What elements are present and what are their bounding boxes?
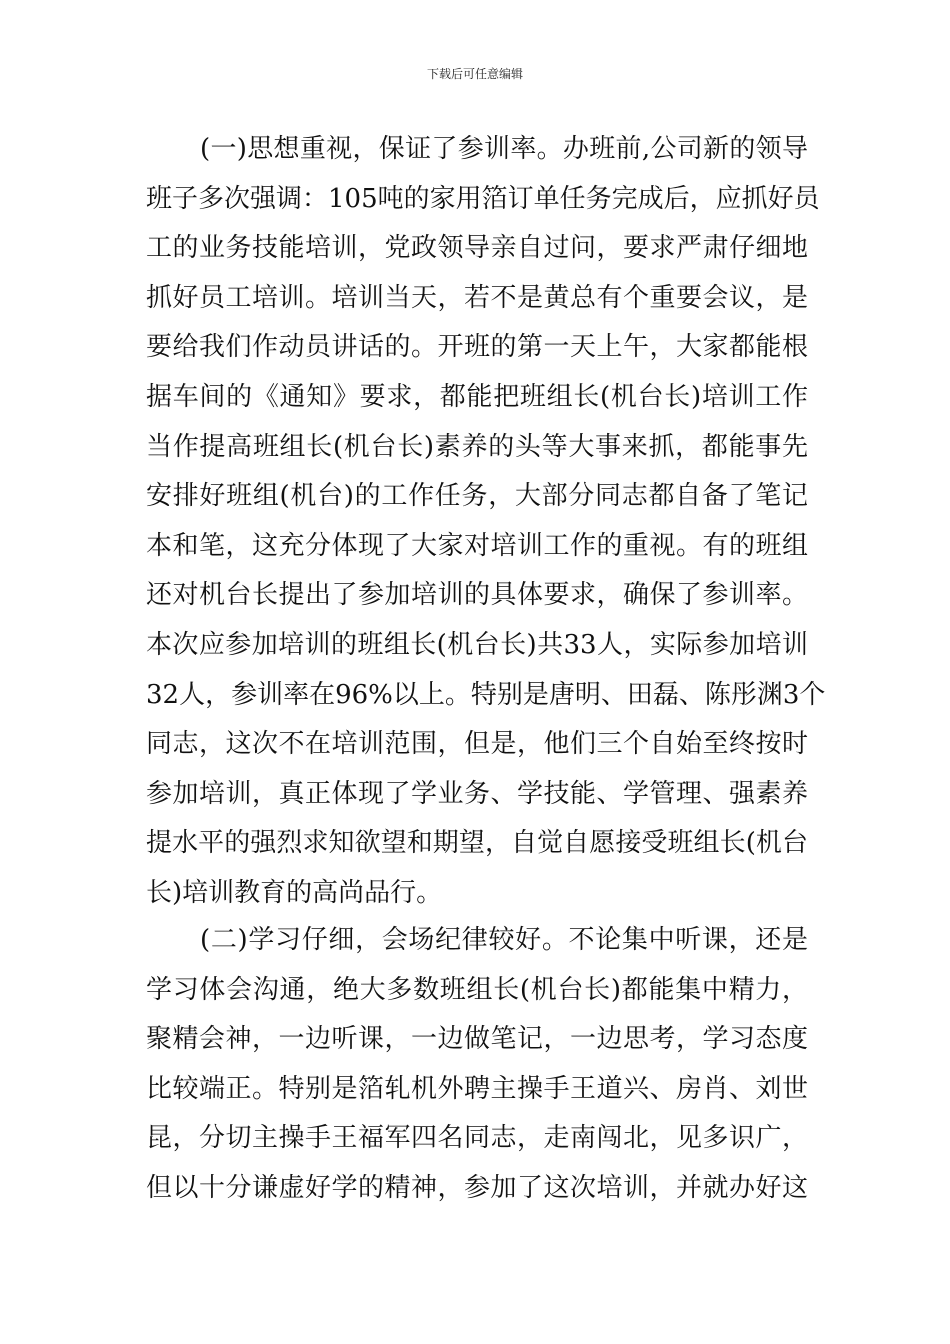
text-line: 同志，这次不在培训范围，但是，他们三个自始至终按时 — [146, 729, 808, 760]
text-line: 本和笔，这充分体现了大家对培训工作的重视。有的班组 — [146, 530, 808, 561]
text-line: (一)思想重视，保证了参训率。办班前,公司新的领导 — [200, 134, 808, 164]
text-line: 昆，分切主操手王福军四名同志，走南闯北，见多识广， — [146, 1123, 808, 1154]
text-line: 比较端正。特别是箔轧机外聘主操手王道兴、房肖、刘世 — [146, 1073, 808, 1104]
page-header: 下载后可任意编辑 — [426, 67, 523, 81]
text-line: 抓好员工培训。培训当天，若不是黄总有个重要会议，是 — [146, 282, 808, 313]
text-line: 参加培训，真正体现了学业务、学技能、学管理、强素养 — [146, 778, 808, 809]
text-line: 本次应参加培训的班组长(机台长)共33人，实际参加培训 — [146, 629, 808, 660]
text-line: (二)学习仔细，会场纪律较好。不论集中听课，还是 — [200, 925, 808, 955]
paragraph-2 — [146, 916, 808, 1214]
text-line: 但以十分谦虚好学的精神，参加了这次培训，并就办好这 — [146, 1172, 808, 1203]
text-line: 聚精会神，一边听课，一边做笔记，一边思考，学习态度 — [146, 1024, 808, 1055]
text-line: 还对机台长提出了参加培训的具体要求，确保了参训率。 — [146, 580, 808, 611]
text-line: 32人，参训率在96%以上。特别是唐明、田磊、陈彤渊3个 — [146, 679, 826, 710]
text-line: 班子多次强调：105吨的家用箔订单任务完成后，应抓好员 — [146, 183, 820, 214]
text-line: 工的业务技能培训，党政领导亲自过问，要求严肃仔细地 — [146, 233, 808, 264]
text-line: 要给我们作动员讲话的。开班的第一天上午，大家都能根 — [146, 332, 808, 363]
text-line: 安排好班组(机台)的工作任务，大部分同志都自备了笔记 — [146, 481, 808, 512]
paragraph-1 — [146, 125, 826, 919]
text-line: 长)培训教育的高尚品行。 — [146, 877, 443, 908]
text-line: 提水平的强烈求知欲望和期望，自觉自愿接受班组长(机台 — [146, 828, 808, 859]
text-line: 据车间的《通知》要求，都能把班组长(机台长)培训工作 — [146, 381, 808, 412]
text-line: 学习体会沟通，绝大多数班组长(机台长)都能集中精力， — [146, 974, 808, 1005]
text-line: 当作提高班组长(机台长)素养的头等大事来抓，都能事先 — [146, 431, 808, 462]
